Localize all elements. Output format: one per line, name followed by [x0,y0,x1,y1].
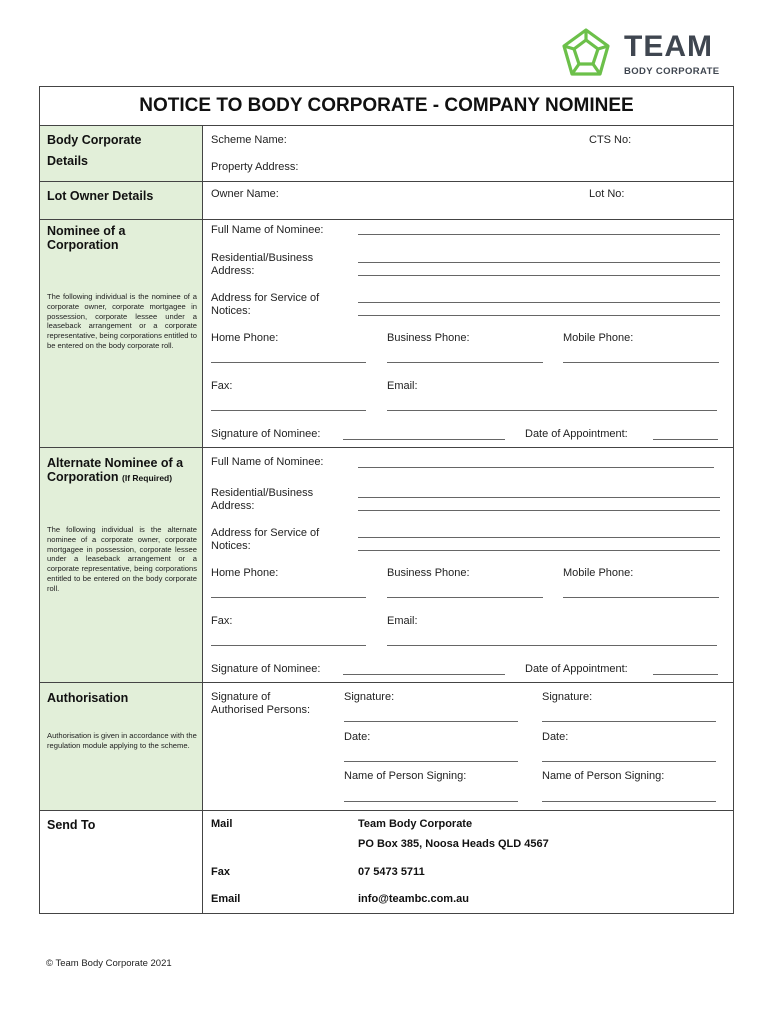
name-b-field[interactable] [542,801,716,802]
email-label: Email [211,893,241,905]
divider [40,181,733,182]
nominee-mobile-phone-field[interactable] [563,362,719,363]
nominee-service-label-2: Notices: [211,305,251,317]
divider [40,682,733,683]
signature-b-field[interactable] [542,721,716,722]
lot-no-label: Lot No: [589,188,625,200]
alternate-service-label-2: Notices: [211,540,251,552]
nominee-full-name-label: Full Name of Nominee: [211,224,324,236]
alternate-fax-field[interactable] [211,645,366,646]
alternate-business-phone-field[interactable] [387,597,543,598]
alternate-service-field-2[interactable] [358,550,720,551]
nominee-description: The following individual is the nominee of a corporate owner, corporate mortgagee in possession, corporate lessee under a leaseback arrangement or a corporate representative, being corporations entitled to be entered on the body corporate roll. [47,292,197,350]
name-a-field[interactable] [344,801,518,802]
alternate-residential-field-1[interactable] [358,497,720,498]
nominee-email-field[interactable] [387,410,717,411]
body-corporate-label: Body Corporate [47,133,142,147]
date-b-field[interactable] [542,761,716,762]
divider [40,810,733,811]
nominee-full-name-field[interactable] [358,234,720,235]
alternate-signature-field[interactable] [343,674,505,675]
authorised-persons-label-2: Authorised Persons: [211,704,311,716]
nominee-service-field-2[interactable] [358,315,720,316]
nominee-home-phone-field[interactable] [211,362,366,363]
name-b-label: Name of Person Signing: [542,770,665,782]
alternate-date-appointment-label: Date of Appointment: [525,663,628,675]
alternate-full-name-field[interactable] [358,467,714,468]
signature-a-label: Signature: [344,691,395,703]
nominee-email-label: Email: [387,380,418,392]
nominee-home-phone-label: Home Phone: [211,332,279,344]
nominee-date-appointment-label: Date of Appointment: [525,428,628,440]
nominee-date-appointment-field[interactable] [653,439,718,440]
team-logo [556,26,736,82]
nominee-form [39,86,734,914]
authorised-persons-label: Signature of [211,691,271,703]
nominee-residential-field-2[interactable] [358,275,720,276]
logo-name: TEAM [624,30,713,63]
mail-label: Mail [211,818,233,830]
fax-number: 07 5473 5711 [358,866,425,878]
alternate-nominee-label: Alternate Nominee of a [47,456,184,470]
mail-address: PO Box 385, Noosa Heads QLD 4567 [358,838,549,850]
body-corporate-details-label: Details [47,154,88,168]
nominee-signature-label: Signature of Nominee: [211,428,321,440]
alternate-description: The following individual is the alternate nominee of a corporate owner, corporate mortgagee in possession, corporate lessee under a leaseback arrangement or a corporate representative, being corporations entitled to be entered on the body corporate roll. [47,525,197,593]
alternate-residential-field-2[interactable] [358,510,720,511]
alternate-corporation-text: Corporation [47,470,119,484]
signature-a-field[interactable] [344,721,518,722]
authorisation-description: Authorisation is given in accordance with the regulation module applying to the scheme. [47,731,197,750]
alternate-home-phone-field[interactable] [211,597,366,598]
date-a-label: Date: [344,731,371,743]
alternate-residential-label: Residential/Business [211,487,314,499]
divider [40,447,733,448]
alternate-fax-label: Fax: [211,615,233,627]
alternate-full-name-label: Full Name of Nominee: [211,456,324,468]
authorisation-label: Authorisation [47,691,129,705]
alternate-residential-label-2: Address: [211,500,255,512]
nominee-business-phone-field[interactable] [387,362,543,363]
alternate-mobile-phone-field[interactable] [563,597,719,598]
owner-name-label: Owner Name: [211,188,279,200]
cts-no-label: CTS No: [589,134,632,146]
date-b-label: Date: [542,731,569,743]
alternate-date-appointment-field[interactable] [653,674,718,675]
footer-copyright: © Team Body Corporate 2021 [46,958,172,969]
alternate-mobile-phone-label: Mobile Phone: [563,567,634,579]
nominee-residential-label: Residential/Business [211,252,314,264]
scheme-name-label: Scheme Name: [211,134,287,146]
fax-label: Fax [211,866,230,878]
alternate-service-field-1[interactable] [358,537,720,538]
alternate-business-phone-label: Business Phone: [387,567,470,579]
logo-subtitle: BODY CORPORATE [624,66,720,77]
nominee-label: Nominee of a [47,224,126,238]
nominee-service-field-1[interactable] [358,302,720,303]
nominee-service-label: Address for Service of [211,292,320,304]
nominee-corporation-label: Corporation [47,238,119,252]
alternate-service-label: Address for Service of [211,527,320,539]
nominee-signature-field[interactable] [343,439,505,440]
alternate-signature-label: Signature of Nominee: [211,663,321,675]
form-title: NOTICE TO BODY CORPORATE - COMPANY NOMINEE [40,87,733,126]
lot-owner-label: Lot Owner Details [47,189,154,203]
date-a-field[interactable] [344,761,518,762]
divider [40,219,733,220]
email-address[interactable]: info@teambc.com.au [358,893,469,905]
mail-name: Team Body Corporate [358,818,473,830]
nominee-mobile-phone-label: Mobile Phone: [563,332,634,344]
alternate-email-label: Email: [387,615,418,627]
nominee-residential-field-1[interactable] [358,262,720,263]
nominee-fax-label: Fax: [211,380,233,392]
alternate-corporation-label [47,470,172,486]
nominee-business-phone-label: Business Phone: [387,332,470,344]
pentagon-logo-icon [556,26,616,82]
nominee-fax-field[interactable] [211,410,366,411]
send-to-label: Send To [47,818,96,832]
alternate-home-phone-label: Home Phone: [211,567,279,579]
nominee-residential-label-2: Address: [211,265,255,277]
alternate-email-field[interactable] [387,645,717,646]
alternate-if-required-note: (If Required) [122,473,173,483]
name-a-label: Name of Person Signing: [344,770,467,782]
property-address-label: Property Address: [211,161,299,173]
signature-b-label: Signature: [542,691,593,703]
